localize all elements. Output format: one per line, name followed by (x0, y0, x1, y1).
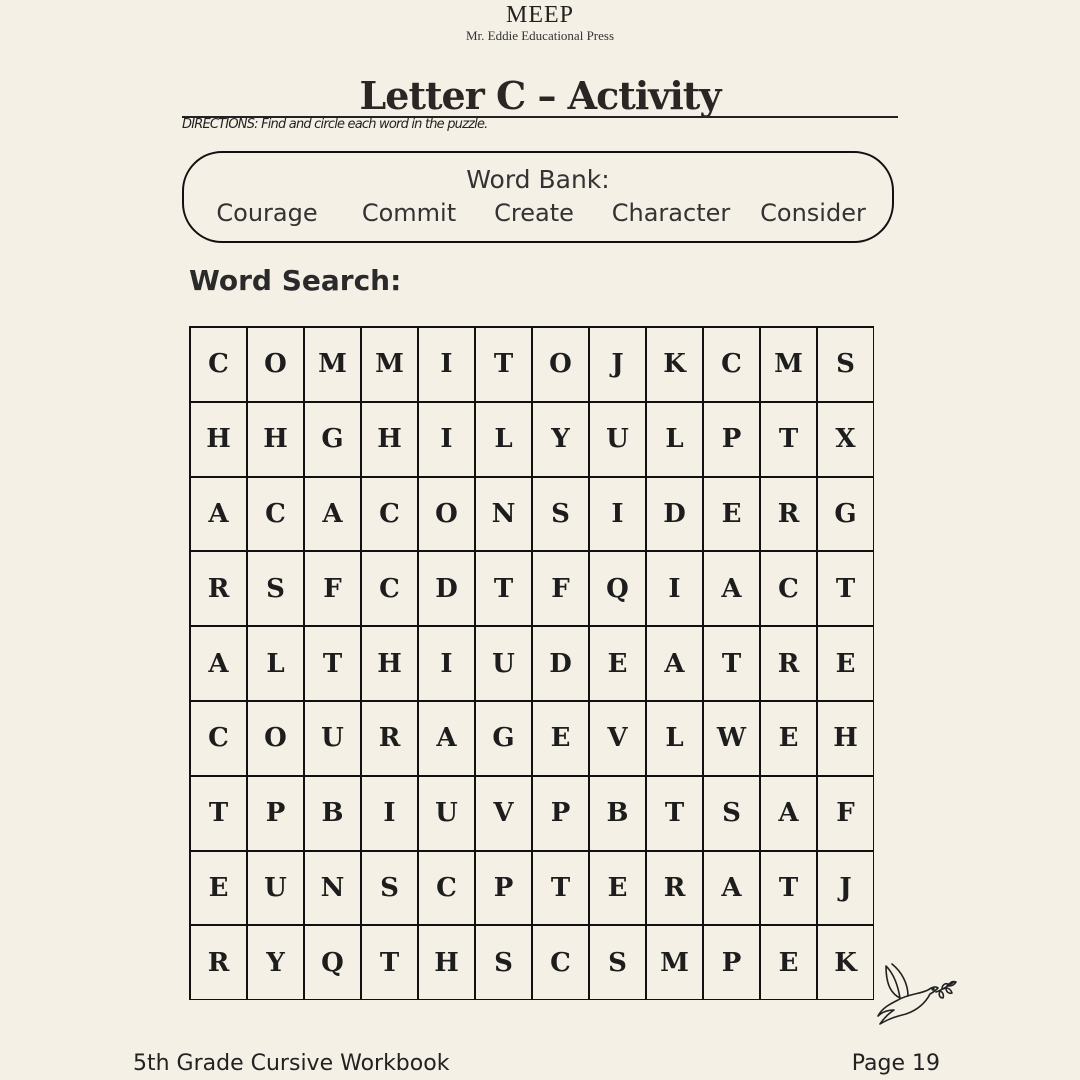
grid-cell[interactable]: L (247, 626, 304, 701)
grid-cell[interactable]: A (418, 701, 475, 776)
grid-cell[interactable]: R (760, 477, 817, 552)
grid-cell[interactable]: I (418, 402, 475, 477)
grid-cell[interactable]: M (304, 327, 361, 402)
grid-cell[interactable]: S (247, 551, 304, 626)
grid-cell[interactable]: J (589, 327, 646, 402)
grid-cell[interactable]: M (646, 925, 703, 1000)
grid-cell[interactable]: I (361, 776, 418, 851)
directions-text: DIRECTIONS: Find and circle each word in the puzzle. (182, 117, 488, 132)
grid-cell[interactable]: R (646, 851, 703, 926)
grid-cell[interactable]: P (247, 776, 304, 851)
word-bank-word: Character (611, 199, 731, 227)
grid-cell[interactable]: S (475, 925, 532, 1000)
grid-cell[interactable]: T (475, 551, 532, 626)
grid-cell[interactable]: B (589, 776, 646, 851)
grid-cell[interactable]: E (760, 925, 817, 1000)
grid-cell[interactable]: I (418, 327, 475, 402)
grid-cell[interactable]: C (532, 925, 589, 1000)
grid-cell[interactable]: C (247, 477, 304, 552)
word-bank-box (182, 151, 894, 243)
word-search-grid (189, 326, 874, 1000)
grid-cell[interactable]: V (475, 776, 532, 851)
grid-cell[interactable]: E (703, 477, 760, 552)
grid-cell[interactable]: A (304, 477, 361, 552)
word-bank-word: Consider (760, 199, 866, 227)
grid-cell[interactable]: E (190, 851, 247, 926)
grid-cell[interactable]: H (247, 402, 304, 477)
grid-cell[interactable]: I (418, 626, 475, 701)
grid-cell[interactable]: H (361, 402, 418, 477)
grid-cell[interactable]: V (589, 701, 646, 776)
grid-cell[interactable]: E (589, 851, 646, 926)
grid-cell[interactable]: G (475, 701, 532, 776)
grid-cell[interactable]: N (304, 851, 361, 926)
grid-cell[interactable]: U (475, 626, 532, 701)
grid-cell[interactable]: R (190, 925, 247, 1000)
grid-cell[interactable]: C (418, 851, 475, 926)
grid-cell[interactable]: G (817, 477, 874, 552)
grid-cell[interactable]: F (532, 551, 589, 626)
grid-cell[interactable]: A (646, 626, 703, 701)
grid-cell[interactable]: T (703, 626, 760, 701)
grid-cell[interactable]: D (532, 626, 589, 701)
grid-cell[interactable]: M (361, 327, 418, 402)
grid-cell[interactable]: S (703, 776, 760, 851)
grid-cell[interactable]: P (703, 402, 760, 477)
grid-cell[interactable]: R (190, 551, 247, 626)
grid-cell[interactable]: Y (247, 925, 304, 1000)
grid-cell[interactable]: L (646, 701, 703, 776)
grid-cell[interactable]: C (361, 551, 418, 626)
grid-cell[interactable]: Q (589, 551, 646, 626)
grid-cell[interactable]: T (361, 925, 418, 1000)
grid-cell[interactable]: S (532, 477, 589, 552)
grid-cell[interactable]: E (817, 626, 874, 701)
grid-cell[interactable]: K (646, 327, 703, 402)
grid-cell[interactable]: O (247, 701, 304, 776)
word-search-label: Word Search: (189, 264, 402, 297)
word-bank-word: Create (494, 199, 574, 227)
grid-cell[interactable]: A (703, 851, 760, 926)
grid-cell[interactable]: A (703, 551, 760, 626)
grid-cell[interactable]: R (361, 701, 418, 776)
grid-cell[interactable]: P (703, 925, 760, 1000)
grid-cell[interactable]: O (532, 327, 589, 402)
grid-cell[interactable]: I (589, 477, 646, 552)
grid-cell[interactable]: C (190, 701, 247, 776)
grid-cell[interactable]: D (646, 477, 703, 552)
grid-cell[interactable]: T (304, 626, 361, 701)
grid-cell[interactable]: C (190, 327, 247, 402)
grid-cell[interactable]: C (760, 551, 817, 626)
grid-cell[interactable]: T (760, 851, 817, 926)
grid-cell[interactable]: H (361, 626, 418, 701)
footer-workbook-title: 5th Grade Cursive Workbook (133, 1051, 450, 1076)
grid-cell[interactable]: H (817, 701, 874, 776)
grid-cell[interactable]: Y (532, 402, 589, 477)
grid-cell[interactable]: E (760, 701, 817, 776)
grid-cell[interactable]: H (190, 402, 247, 477)
grid-cell[interactable]: W (703, 701, 760, 776)
brand-header (0, 2, 1080, 44)
dove-icon (872, 960, 958, 1032)
grid-cell[interactable]: T (532, 851, 589, 926)
word-bank-word: Commit (361, 199, 457, 227)
grid-cell[interactable]: U (304, 701, 361, 776)
grid-cell[interactable]: F (817, 776, 874, 851)
title-underline (182, 72, 898, 118)
grid-cell[interactable]: N (475, 477, 532, 552)
grid-cell[interactable]: U (247, 851, 304, 926)
page-number: Page 19 (851, 1051, 940, 1076)
grid-cell[interactable]: P (532, 776, 589, 851)
grid-cell[interactable]: B (304, 776, 361, 851)
grid-cell[interactable]: F (304, 551, 361, 626)
word-bank-word: Courage (216, 199, 318, 227)
grid-cell[interactable]: T (190, 776, 247, 851)
grid-cell[interactable]: G (304, 402, 361, 477)
brand-name: MEEP (505, 2, 574, 28)
grid-cell[interactable]: S (361, 851, 418, 926)
brand-subtitle: Mr. Eddie Educational Press (465, 28, 615, 43)
grid-cell[interactable]: I (646, 551, 703, 626)
grid-cell[interactable]: T (760, 402, 817, 477)
grid-cell[interactable]: D (418, 551, 475, 626)
grid-cell[interactable]: H (418, 925, 475, 1000)
grid-cell[interactable]: U (589, 402, 646, 477)
grid-cell[interactable]: E (532, 701, 589, 776)
grid-cell[interactable]: C (361, 477, 418, 552)
grid-cell[interactable]: A (760, 776, 817, 851)
grid-cell[interactable]: P (475, 851, 532, 926)
grid-cell[interactable]: O (418, 477, 475, 552)
grid-cell[interactable]: X (817, 402, 874, 477)
grid-cell[interactable]: L (475, 402, 532, 477)
page-title: Letter C – Activity (359, 73, 721, 118)
grid-cell[interactable]: C (703, 327, 760, 402)
grid-cell[interactable]: T (817, 551, 874, 626)
grid-cell[interactable]: S (817, 327, 874, 402)
grid-cell[interactable]: J (817, 851, 874, 926)
word-bank-title: Word Bank: (466, 165, 610, 194)
grid-cell[interactable]: E (589, 626, 646, 701)
grid-cell[interactable]: Q (304, 925, 361, 1000)
grid-cell[interactable]: A (190, 626, 247, 701)
grid-cell[interactable]: R (760, 626, 817, 701)
grid-cell[interactable]: A (190, 477, 247, 552)
grid-cell[interactable]: O (247, 327, 304, 402)
grid-cell[interactable]: K (817, 925, 874, 1000)
grid-cell[interactable]: S (589, 925, 646, 1000)
grid-cell[interactable]: T (475, 327, 532, 402)
grid-cell[interactable]: L (646, 402, 703, 477)
grid-cell[interactable]: U (418, 776, 475, 851)
grid-cell[interactable]: T (646, 776, 703, 851)
grid-cell[interactable]: M (760, 327, 817, 402)
